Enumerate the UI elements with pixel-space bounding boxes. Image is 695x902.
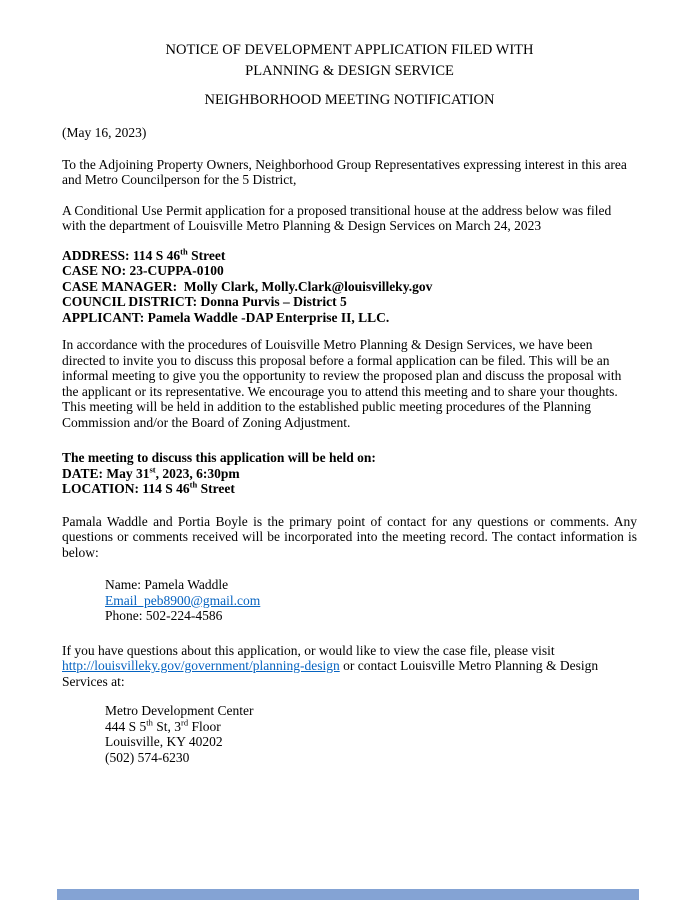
case-details-block	[62, 248, 637, 326]
office-street-post: Floor	[188, 718, 221, 734]
meeting-location-line	[62, 481, 637, 497]
office-street-mid: St, 3	[152, 718, 182, 734]
contact-email-line	[105, 593, 637, 609]
office-name-line: Metro Development Center	[105, 703, 254, 718]
case-no-line: CASE NO: 23-CUPPA-0100	[62, 263, 224, 278]
document-title-line1: NOTICE OF DEVELOPMENT APPLICATION FILED WITH	[165, 42, 534, 58]
meeting-date-pre: DATE: May 31	[62, 465, 150, 481]
meeting-date-ordinal-suffix: st	[149, 464, 156, 474]
document-subtitle: NEIGHBORHOOD MEETING NOTIFICATION	[204, 92, 495, 108]
contact-phone-line: Phone: 502-224-4586	[105, 608, 223, 623]
questions-post-text: or contact Louisville Metro Planning & Design Services at:	[62, 658, 602, 689]
office-street-ordinal-1: th	[146, 717, 153, 727]
address-line-pre: ADDRESS: 114 S 46	[62, 247, 181, 263]
meeting-heading: The meeting to discuss this application will be held on:	[62, 450, 376, 465]
contact-name-line: Name: Pamela Waddle	[105, 577, 229, 592]
meeting-date-line	[62, 466, 637, 482]
address-ordinal-suffix: th	[180, 246, 188, 256]
filing-statement-paragraph: A Conditional Use Permit application for a proposed transitional house at the address below was filed with the department of Louisville Metro Planning & Design Services on March 24, 2023	[62, 202, 612, 233]
salutation-paragraph: To the Adjoining Property Owners, Neighborhood Group Representatives expressing interest in this area and Metro Councilperson for the 5 District,	[62, 156, 627, 187]
planning-design-link[interactable]: http://louisvilleky.gov/government/planning-design	[62, 658, 340, 673]
selection-highlight-bar	[57, 889, 639, 900]
council-district-line: COUNCIL DISTRICT: Donna Purvis – District 5	[62, 294, 347, 309]
meeting-location-pre: LOCATION: 114 S 46	[62, 481, 190, 496]
meeting-details-block	[62, 450, 637, 497]
document-title	[62, 40, 637, 82]
office-address-block	[62, 703, 637, 765]
questions-paragraph	[62, 643, 637, 690]
document-title-line2: PLANNING & DESIGN SERVICE	[245, 63, 454, 79]
notice-date: (May 16, 2023)	[62, 125, 147, 140]
office-street-pre: 444 S 5	[105, 718, 147, 734]
office-street-ordinal-2: rd	[181, 717, 189, 727]
questions-pre-text: If you have questions about this application, or would like to view the case file, please visit	[62, 642, 559, 658]
office-city-line: Louisville, KY 40202	[105, 734, 223, 749]
office-street-line	[105, 719, 637, 735]
contact-info-block	[62, 577, 637, 624]
applicant-line: APPLICANT: Pamela Waddle -DAP Enterprise II, LLC.	[62, 309, 390, 325]
meeting-date-post: , 2023, 6:30pm	[155, 465, 240, 481]
procedures-paragraph: In accordance with the procedures of Louisville Metro Planning & Design Services, we have been directed to invite you to discuss this proposal before a formal application can be filed. This will be an informal meeting to give you the opportunity to review the proposed plan and discuss the proposal with the applicant or its representative. We encourage you to attend this meeting and to share your thoughts. This meeting will be held in addition to the established public meeting procedures of the Planning Commission and/or the Board of Zoning Adjustment.	[62, 337, 622, 430]
office-phone-line: (502) 574-6230	[105, 749, 190, 765]
address-line-post: Street	[187, 247, 226, 263]
contact-email-link[interactable]: Email peb8900@gmail.com	[105, 592, 261, 608]
meeting-location-ordinal-suffix: th	[189, 479, 198, 490]
meeting-location-post: Street	[197, 481, 235, 496]
case-manager-line: CASE MANAGER: Molly Clark, Molly.Clark@louisvilleky.gov	[62, 278, 433, 294]
address-line	[62, 248, 637, 264]
point-of-contact-paragraph: Pamala Waddle and Portia Boyle is the primary point of contact for any questions or comments. Any questions or comments received will be incorporated into the meeting record. The contact information is below:	[62, 513, 637, 560]
